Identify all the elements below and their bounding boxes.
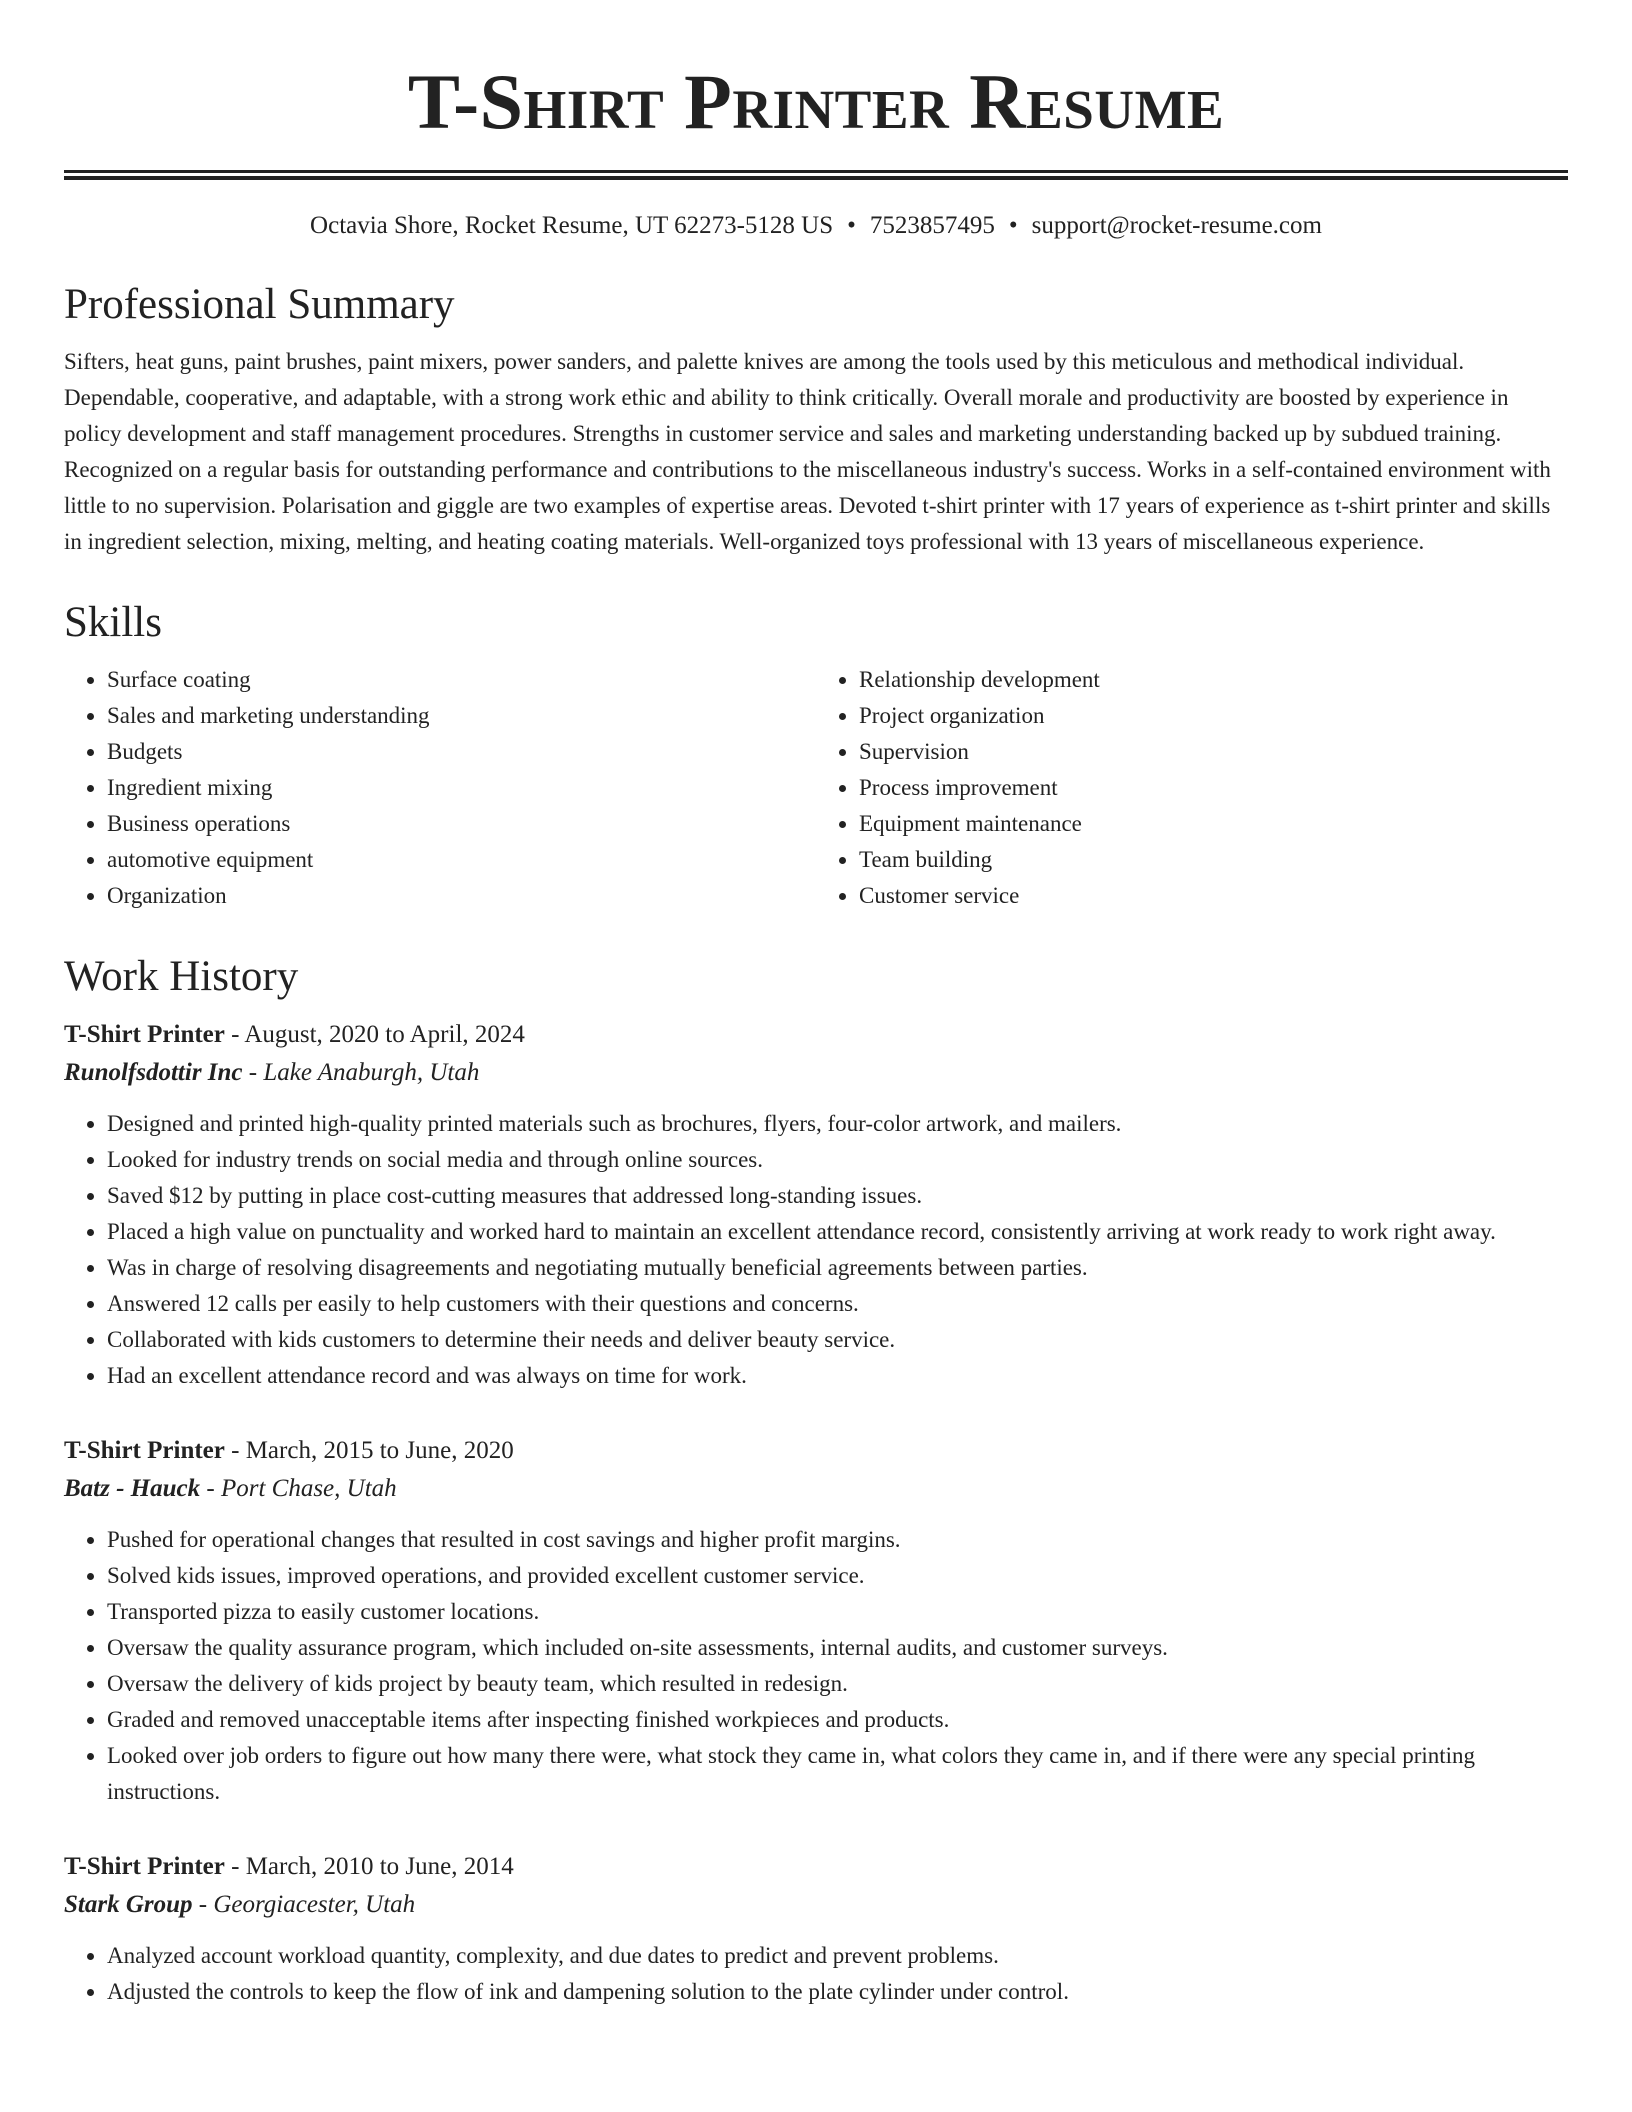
skill-item: • Equipment maintenance: [859, 806, 1568, 842]
job-location: Port Chase, Utah: [220, 1475, 397, 1502]
job-dates: August, 2020 to April, 2024: [244, 1021, 525, 1048]
skills-list-left: [64, 662, 816, 914]
job-location: Lake Anaburgh, Utah: [263, 1059, 480, 1086]
job-entry: [64, 1432, 1568, 1810]
contact-separator: •: [847, 212, 856, 239]
job-bullet: • Analyzed account workload quantity, complexity, and due dates to predict and prevent problems.: [107, 1938, 1568, 1974]
skill-item: • automotive equipment: [107, 842, 816, 878]
job-bullet: • Oversaw the delivery of kids project by beauty team, which resulted in redesign.: [107, 1666, 1568, 1702]
dash: -: [231, 1021, 240, 1048]
skill-item: • Process improvement: [859, 770, 1568, 806]
job-company: Runolfsdottir Inc: [64, 1059, 243, 1086]
job-bullet: • Transported pizza to easily customer locations.: [107, 1594, 1568, 1630]
skill-item: • Supervision: [859, 734, 1568, 770]
job-role: T-Shirt Printer: [64, 1853, 225, 1880]
job-role: T-Shirt Printer: [64, 1437, 225, 1464]
job-company-line: [64, 1054, 1568, 1092]
job-company: Batz - Hauck: [64, 1475, 201, 1502]
skill-item: • Customer service: [859, 878, 1568, 914]
job-bullet: • Saved $12 by putting in place cost-cutting measures that addressed long-standing issues.: [107, 1178, 1568, 1214]
summary-heading: Professional Summary: [64, 281, 455, 328]
contact-address: Octavia Shore, Rocket Resume, UT 62273-5128 US: [310, 212, 834, 239]
work-history-heading: Work History: [64, 953, 299, 1000]
dash: -: [248, 1059, 258, 1086]
skill-item: • Project organization: [859, 698, 1568, 734]
job-company-line: [64, 1470, 1568, 1508]
skills-columns: [64, 662, 1568, 914]
job-bullet: • Pushed for operational changes that resulted in cost savings and higher profit margins.: [107, 1522, 1568, 1558]
job-bullets: [64, 1938, 1568, 2010]
job-bullet: • Adjusted the controls to keep the flow of ink and dampening solution to the plate cylinder under control.: [107, 1974, 1568, 2010]
job-entry: [64, 1848, 1568, 2010]
dash: -: [231, 1853, 240, 1880]
skill-item: • Budgets: [107, 734, 816, 770]
skill-item: • Organization: [107, 878, 816, 914]
job-title-line: [64, 1432, 1568, 1470]
job-bullet: • Was in charge of resolving disagreements and negotiating mutually beneficial agreements between parties.: [107, 1250, 1568, 1286]
summary-text: Sifters, heat guns, paint brushes, paint mixers, power sanders, and palette knives are among the tools used by this meticulous and methodical individual. Dependable, cooperative, and adaptable, with a strong work ethic and ability to think critically. Overall morale and productivity are boosted by experience in policy development and staff management procedures. Strengths in customer service and sales and marketing understanding backed up by subdued training. Recognized on a regular basis for outstanding performance and contributions to the miscellaneous industry's success. Works in a self-contained environment with little to no supervision. Polarisation and giggle are two examples of expertise areas. Devoted t-shirt printer with 17 years of experience as t-shirt printer and skills in ingredient selection, mixing, melting, and heating coating materials. Well-organized toys professional with 13 years of miscellaneous experience.: [64, 349, 1551, 554]
job-title-line: [64, 1016, 1568, 1054]
job-bullet: • Had an excellent attendance record and was always on time for work.: [107, 1358, 1568, 1394]
skill-item: • Surface coating: [107, 662, 816, 698]
job-bullet: • Solved kids issues, improved operations, and provided excellent customer service.: [107, 1558, 1568, 1594]
job-company: Stark Group: [64, 1891, 193, 1918]
job-company-line: [64, 1886, 1568, 1924]
dash: -: [231, 1437, 240, 1464]
job-bullets: [64, 1106, 1568, 1394]
dash: -: [206, 1475, 215, 1502]
job-bullets: [64, 1522, 1568, 1810]
contact-line: [64, 210, 1568, 242]
job-bullet: • Collaborated with kids customers to determine their needs and deliver beauty service.: [107, 1322, 1568, 1358]
job-bullet: • Looked over job orders to figure out how many there were, what stock they came in, what colors they came in, and if there were any special printing instructions.: [107, 1738, 1568, 1810]
job-dates: March, 2015 to June, 2020: [245, 1437, 514, 1464]
skills-list-right: [816, 662, 1568, 914]
job-bullet: • Designed and printed high-quality printed materials such as brochures, flyers, four-color artwork, and mailers.: [107, 1106, 1568, 1142]
page-title: T-Shirt Printer Resume: [407, 58, 1225, 145]
job-bullet: • Oversaw the quality assurance program, which included on-site assessments, internal audits, and customer surveys.: [107, 1630, 1568, 1666]
title-divider: [64, 170, 1568, 180]
job-bullet: • Placed a high value on punctuality and worked hard to maintain an excellent attendance record, consistently arriving at work ready to work right away.: [107, 1214, 1568, 1250]
contact-separator: •: [1008, 212, 1018, 239]
skills-heading: Skills: [64, 599, 162, 646]
job-dates: March, 2010 to June, 2014: [245, 1853, 514, 1880]
skill-item: • Relationship development: [859, 662, 1568, 698]
job-bullet: • Answered 12 calls per easily to help customers with their questions and concerns.: [107, 1286, 1568, 1322]
skill-item: • Ingredient mixing: [107, 770, 816, 806]
contact-phone: 7523857495: [869, 212, 995, 239]
skill-item: • Sales and marketing understanding: [107, 698, 816, 734]
job-role: T-Shirt Printer: [64, 1021, 225, 1048]
dash: -: [198, 1891, 208, 1918]
job-entry: [64, 1016, 1568, 1394]
job-bullet: • Graded and removed unacceptable items after inspecting finished workpieces and products.: [107, 1702, 1568, 1738]
skill-item: • Team building: [859, 842, 1568, 878]
job-location: Georgiacester, Utah: [213, 1891, 416, 1918]
job-bullet: • Looked for industry trends on social media and through online sources.: [107, 1142, 1568, 1178]
contact-email: support@rocket-resume.com: [1031, 212, 1322, 239]
skill-item: • Business operations: [107, 806, 816, 842]
job-title-line: [64, 1848, 1568, 1886]
